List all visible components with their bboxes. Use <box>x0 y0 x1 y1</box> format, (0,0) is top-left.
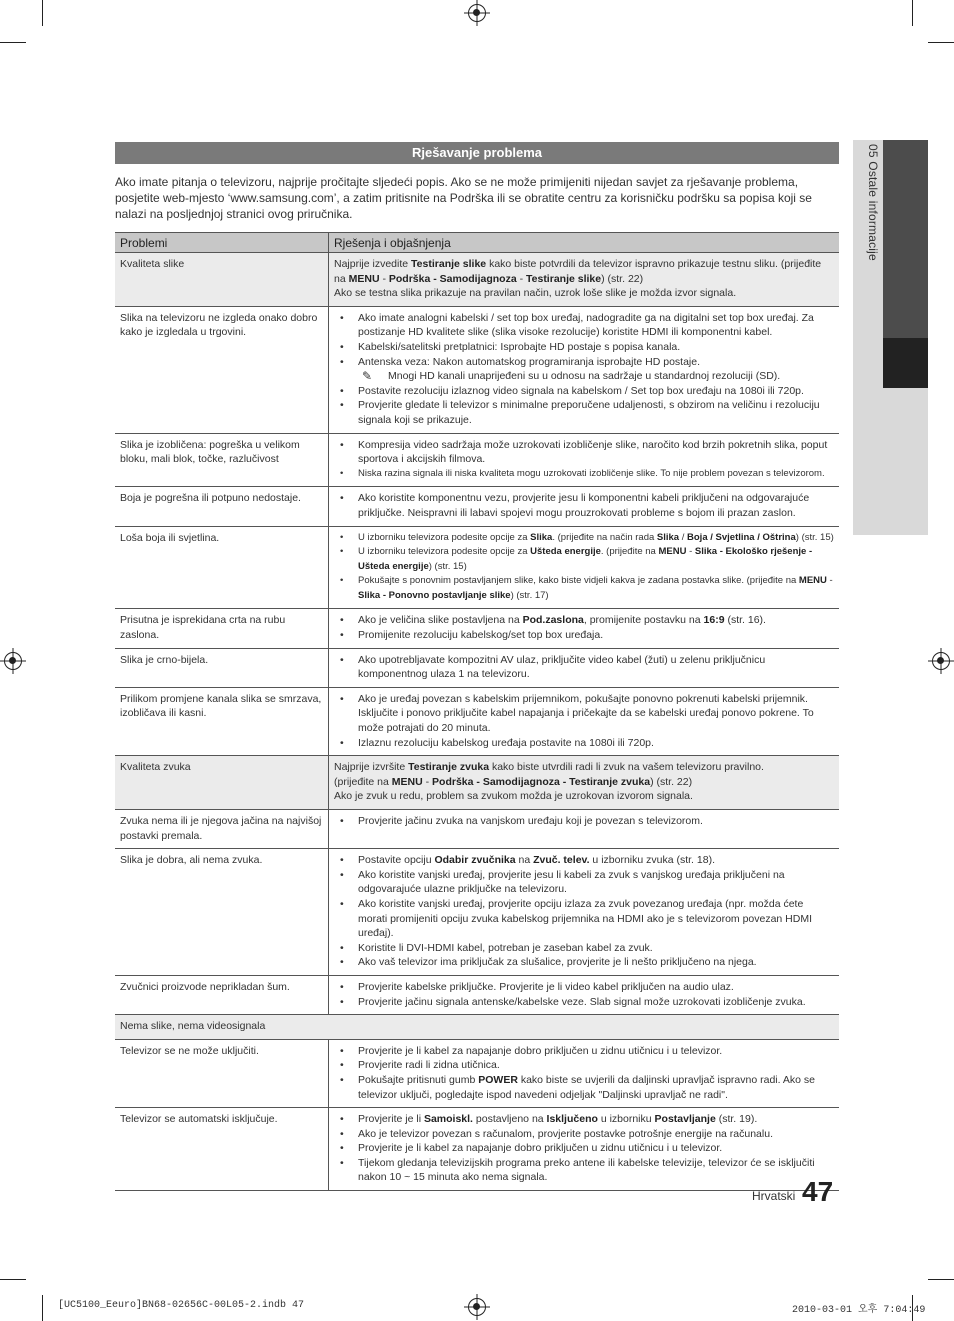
list-item: • Ako imate analogni kabelski / set top box uređaj, nadogradite ga na digitalni set top box uređaj. Za postizanje HD kvalitete slike (slika visoke rezolucije) koristite HDMI ili komponentni kabel. <box>334 311 834 340</box>
list-item: • Ako je televizor povezan s računalom, provjerite postavke potrošnje energije na računalu. <box>334 1127 834 1142</box>
table-row <box>115 975 839 1014</box>
list-item: • Koristite li DVI-HDMI kabel, potreban je zaseban kabel za zvuk. <box>334 941 834 956</box>
list-item: • Provjerite kabelske priključke. Provjerite je li video kabel priključen na audio ulaz. <box>334 980 834 995</box>
list-item: • Postavite rezoluciju izlaznog video signala na kabelskom / Set top box uređaju na 1080i ili 720p. <box>334 384 834 399</box>
list-item: • Pokušajte pritisnuti gumb POWER kako biste se uvjerili da daljinski upravljač ispravno radi. Ako se televizor uključi, pogledajte ispod navedeni odjeljak "Daljinski upravljač ne radi". <box>334 1073 834 1102</box>
problem-cell: Slika je crno-bijela. <box>115 648 329 687</box>
list-item: • Provjerite jačinu zvuka na vanjskom uređaju koji je povezan s televizorom. <box>334 814 834 829</box>
crop-mark <box>0 1279 26 1280</box>
section-title: Rješavanje problema <box>115 142 839 164</box>
problem-cell: Zvučnici proizvode neprikladan šum. <box>115 975 329 1014</box>
solution-cell <box>329 1039 840 1107</box>
table-row <box>115 609 839 648</box>
solution-cell <box>329 810 840 849</box>
crop-mark <box>0 42 26 43</box>
solution-cell <box>329 687 840 755</box>
side-tab-dark <box>883 140 928 338</box>
table-row <box>115 849 839 976</box>
problem-cell: Loša boja ili svjetlina. <box>115 526 329 609</box>
list-item: • Pokušajte s ponovnim postavljanjem slike, kako biste vidjeli kakva je zadana postavka slike. (prijeđite na MENU - Slika - Ponovno postavljanje slike) (str. 17) <box>334 574 834 603</box>
list-item: • Provjerite gledate li televizor s minimalne preporučene udaljenosti, s obzirom na veličinu i rezoluciju signala koji se prikazuje. <box>334 398 834 427</box>
list-item: • Ako upotrebljavate kompozitni AV ulaz, priključite video kabel (žuti) u zelenu priključnicu komponentnog ulaza 1 na televizoru. <box>334 653 834 682</box>
crop-mark <box>928 1279 954 1280</box>
table-row <box>115 526 839 609</box>
problem-cell: Slika je dobra, ali nema zvuka. <box>115 849 329 976</box>
print-slug-date: 2010-03-01 오후 7:04:49 <box>792 1305 926 1316</box>
registration-mark-icon <box>468 4 486 22</box>
solution-cell <box>329 648 840 687</box>
problem-cell: Slika je izobličena: pogreška u velikom bloku, mali blok, točke, razlučivost <box>115 433 329 487</box>
solution-cell <box>329 849 840 976</box>
registration-mark-icon <box>468 1298 486 1316</box>
list-item: • Ako koristite vanjski uređaj, provjerite jesu li kabeli za zvuk s vanjskog uređaja priključeni na odgovarajuće ulazne priključke na televizoru. <box>334 868 834 897</box>
chapter-label: 05 Ostale informacije <box>866 144 880 261</box>
list-item: • Antenska veza: Nakon automatskog programiranja isprobajte HD postaje. <box>334 355 834 370</box>
note-item: ✎ Mnogi HD kanali unaprijeđeni su u odnosu na sadržaje u standardnoj rezoluciji (SD). <box>334 369 834 384</box>
crop-mark <box>912 0 913 26</box>
list-item: • Provjerite je li kabel za napajanje dobro priključen u zidnu utičnicu i u televizor. <box>334 1044 834 1059</box>
registration-mark-icon <box>4 652 22 670</box>
footer-language: Hrvatski <box>752 1189 796 1203</box>
table-row <box>115 756 839 810</box>
problem-cell: Slika na televizoru ne izgleda onako dobro kako je izgledala u trgovini. <box>115 306 329 433</box>
problem-cell: Prilikom promjene kanala slika se smrzava, izobličava ili kasni. <box>115 687 329 755</box>
table-row <box>115 1108 839 1191</box>
list-item: • U izborniku televizora podesite opcije za Slika. (prijeđite na način rada Slika / Boja / Svjetlina / Oštrina) (str. 15) <box>334 531 834 546</box>
solution-cell: Najprije izvršite Testiranje zvuka kako biste utvrdili radi li zvuk na vašem televizoru pravilno. (prijeđite na MENU - Podrška - Samodijagnoza - Testiranje zvuka) (str. 22) Ako je zvuk u redu, problem sa zvukom možda je uzrokovan izvorom signala. <box>329 756 840 810</box>
intro-paragraph: Ako imate pitanja o televizoru, najprije pročitajte sljedeći popis. Ako se ne može primijeniti nijedan savjet za rješavanje problema, posjetite web-mjesto ‘www.samsung.com’, a zatim pritisnite na Podrška ili se obratite centru za korisničku podršku sa popisa koji se nalazi na posljednjoj stranici ovog priručnika. <box>115 175 812 221</box>
list-item: • Provjerite je li kabel za napajanje dobro priključen u zidnu utičnicu i u televizor. <box>334 1141 834 1156</box>
problem-cell: Kvaliteta zvuka <box>115 756 329 810</box>
list-item: • Ako vaš televizor ima priključak za slušalice, provjerite je li nešto priključeno na njega. <box>334 955 834 970</box>
solution-cell <box>329 1108 840 1191</box>
page-number: 47 <box>802 1176 834 1207</box>
solution-cell <box>329 975 840 1014</box>
header-solutions: Rješenja i objašnjenja <box>329 233 840 253</box>
table-row <box>115 687 839 755</box>
problem-cell: Zvuka nema ili je njegova jačina na najvišoj postavki premala. <box>115 810 329 849</box>
list-item: • Provjerite je li Samoiskl. postavljeno na Isključeno u izborniku Postavljanje (str. 19). <box>334 1112 834 1127</box>
table-row <box>115 810 839 849</box>
list-item: • Ako koristite vanjski uređaj, provjerite opciju izlaza za zvuk povezanog uređaja (npr. možda ćete morati promijeniti opciju zvuka kabelskog prijemnika na HDMI ako je s televizorom povezan HDMI uređaj). <box>334 897 834 941</box>
chapter-side-tab <box>853 140 928 535</box>
list-item: • Izlaznu rezoluciju kabelskog uređaja postavite na 1080i ili 720p. <box>334 736 834 751</box>
solution-cell <box>329 306 840 433</box>
list-item: • Provjerite jačinu signala antenske/kabelske veze. Slab signal može uzrokovati izobličenje zvuka. <box>334 995 834 1010</box>
list-item: • Ako je veličina slike postavljena na Pod.zaslona, promijenite postavku na 16:9 (str. 16). <box>334 613 834 628</box>
table-row <box>115 433 839 487</box>
solution-cell <box>329 433 840 487</box>
list-item: • Kabelski/satelitski pretplatnici: Isprobajte HD postaje s popisa kanala. <box>334 340 834 355</box>
list-item: • Postavite opciju Odabir zvučnika na Zvuč. telev. u izborniku zvuka (str. 18). <box>334 853 834 868</box>
crop-mark <box>42 0 43 26</box>
table-row <box>115 306 839 433</box>
crop-mark <box>42 1295 43 1321</box>
side-tab-marker <box>883 338 928 388</box>
list-item: • Promijenite rezoluciju kabelskog/set top box uređaja. <box>334 628 834 643</box>
list-item: • Provjerite radi li zidna utičnica. <box>334 1058 834 1073</box>
section-row: Nema slike, nema videosignala <box>115 1015 839 1040</box>
table-row <box>115 1039 839 1107</box>
list-item: • Ako koristite komponentnu vezu, provjerite jesu li komponentni kabeli priključeni na odgovarajuće priključke. Neispravni ili labavi spojevi mogu prouzrokovati probleme s bojom ili prazan zaslon. <box>334 491 834 520</box>
table-row <box>115 1015 839 1040</box>
crop-mark <box>928 42 954 43</box>
print-slug-file: [UC5100_Eeuro]BN68-02656C-00L05-2.indb 47 <box>58 1300 305 1311</box>
solution-cell <box>329 609 840 648</box>
problem-cell: Televizor se ne može uključiti. <box>115 1039 329 1107</box>
table-row <box>115 648 839 687</box>
solution-cell: Najprije izvedite Testiranje slike kako biste potvrdili da televizor ispravno prikazuje testnu sliku. (prijeđite na MENU - Podrška - Samodijagnoza - Testiranje slike) (str. 22) Ako se testna slika prikazuje na pravilan način, uzrok loše slike je možda izvor signala. <box>329 253 840 307</box>
list-item: • Ako je uređaj povezan s kabelskim prijemnikom, pokušajte ponovno pokrenuti kabelski prijemnik. Isključite i ponovo priključite kabel napajanja i pričekajte da se kabelski uređaj ponovo pokrene. To može potrajati do 20 minuta. <box>334 692 834 736</box>
solution-cell <box>329 526 840 609</box>
table-row <box>115 253 839 307</box>
header-problems: Problemi <box>115 233 329 253</box>
table-row <box>115 487 839 526</box>
list-item: • Tijekom gledanja televizijskih programa preko antene ili kabelske televizije, televizor će se isključiti nakon 10 ~ 15 minuta ako nema signala. <box>334 1156 834 1185</box>
problem-cell: Kvaliteta slike <box>115 253 329 307</box>
troubleshooting-table <box>115 232 839 1191</box>
list-item: • U izborniku televizora podesite opcije za Ušteda energije. (prijeđite na MENU - Slika - Ekološko rješenje - Ušteda energije) (str. 15) <box>334 545 834 574</box>
list-item: • Niska razina signala ili niska kvaliteta mogu uzrokovati izobličenje slike. To nije problem povezan s televizorom. <box>334 467 834 482</box>
problem-cell: Televizor se automatski isključuje. <box>115 1108 329 1191</box>
registration-mark-icon <box>932 652 950 670</box>
list-item: • Kompresija video sadržaja može uzrokovati izobličenje slike, naročito kod brzih pokretnih slika, poput sportova i akcijskih filmova. <box>334 438 834 467</box>
solution-cell <box>329 487 840 526</box>
problem-cell: Boja je pogrešna ili potpuno nedostaje. <box>115 487 329 526</box>
problem-cell: Prisutna je isprekidana crta na rubu zaslona. <box>115 609 329 648</box>
